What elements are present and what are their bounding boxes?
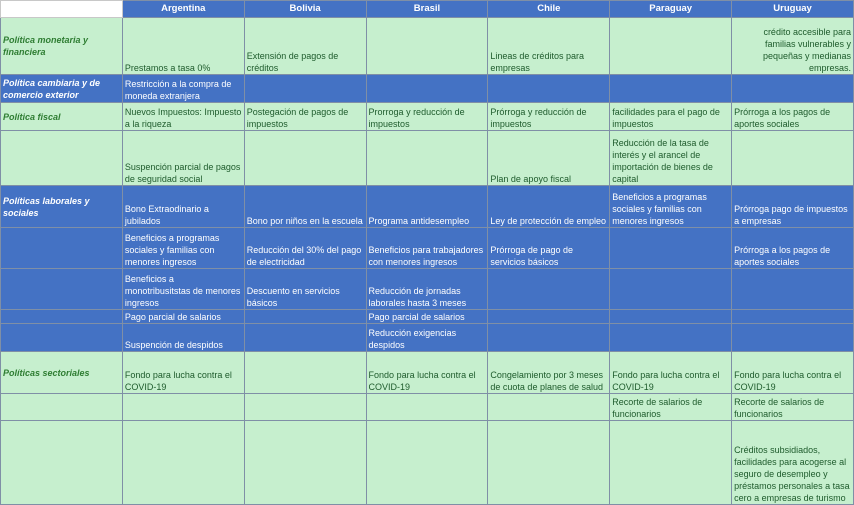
cell — [488, 75, 610, 103]
cell — [732, 131, 854, 186]
cell: Postegación de pagos de impuestos — [244, 103, 366, 131]
cell — [122, 421, 244, 505]
cell — [488, 421, 610, 505]
cell — [488, 324, 610, 352]
cell: Beneficios a monotribusitstas de menores ingresos — [122, 269, 244, 310]
cell — [732, 75, 854, 103]
category-empty — [1, 131, 123, 186]
table-row — [1, 131, 854, 186]
header-brasil: Brasil — [366, 1, 488, 18]
cell: Prórroga y reducción de impuestos — [488, 103, 610, 131]
category-empty — [1, 421, 123, 505]
cell — [122, 394, 244, 421]
cell: Recorte de salarios de funcionarios — [732, 394, 854, 421]
cell: Restricción a la compra de moneda extranjera — [122, 75, 244, 103]
cell — [610, 269, 732, 310]
table-row — [1, 394, 854, 421]
cell: Reducción exigencias despidos — [366, 324, 488, 352]
table-row — [1, 352, 854, 394]
cell — [488, 269, 610, 310]
cell: Prorroga y reducción de impuestos — [366, 103, 488, 131]
cell — [488, 394, 610, 421]
cell — [244, 421, 366, 505]
cell: Reducción de jornadas laborales hasta 3 meses — [366, 269, 488, 310]
cell: Recorte de salarios de funcionarios — [610, 394, 732, 421]
table-row — [1, 324, 854, 352]
cell: Fondo para lucha contra el COVID-19 — [366, 352, 488, 394]
table-row — [1, 228, 854, 269]
category-monetaria: Política monetaria y financiera — [1, 18, 123, 75]
cell: Bono por niños en la escuela — [244, 186, 366, 228]
cell — [488, 310, 610, 324]
cell — [244, 352, 366, 394]
cell — [610, 75, 732, 103]
header-paraguay: Paraguay — [610, 1, 732, 18]
cell: facilidades para el pago de impuestos — [610, 103, 732, 131]
cell: Bono Extraodinario a jubilados — [122, 186, 244, 228]
cell: Nuevos Impuestos: Impuesto a la riqueza — [122, 103, 244, 131]
table-row — [1, 103, 854, 131]
cell: Fondo para lucha contra el COVID-19 — [610, 352, 732, 394]
cell — [366, 131, 488, 186]
cell: Prórroga de pago de servicios básicos — [488, 228, 610, 269]
cell — [610, 310, 732, 324]
cell — [244, 131, 366, 186]
category-fiscal: Política fiscal — [1, 103, 123, 131]
header-row — [1, 1, 854, 18]
table-row — [1, 269, 854, 310]
cell: Suspención de despidos — [122, 324, 244, 352]
corner-cell — [1, 1, 123, 18]
cell: Beneficios a programas sociales y familias con menores ingresos — [122, 228, 244, 269]
cell: Beneficios a programas sociales y familias con menores ingresos — [610, 186, 732, 228]
header-chile: Chile — [488, 1, 610, 18]
category-empty — [1, 228, 123, 269]
cell — [366, 394, 488, 421]
cell: Ley de protección de empleo — [488, 186, 610, 228]
cell — [610, 18, 732, 75]
cell: Extensión de pagos de créditos — [244, 18, 366, 75]
category-empty — [1, 310, 123, 324]
cell: Suspención parcial de pagos de seguridad social — [122, 131, 244, 186]
category-cambiaria: Política cambiaria y de comercio exterior — [1, 75, 123, 103]
category-empty — [1, 324, 123, 352]
cell — [366, 421, 488, 505]
cell: Créditos subsidiados, facilidades para acogerse al seguro de desempleo y préstamos personales a tasa cero a empresas de turismo — [732, 421, 854, 505]
header-uruguay: Uruguay — [732, 1, 854, 18]
cell: Prestamos a tasa 0% — [122, 18, 244, 75]
table-row — [1, 310, 854, 324]
category-empty — [1, 269, 123, 310]
cell — [244, 75, 366, 103]
cell — [244, 394, 366, 421]
cell: Prórroga a los pagos de aportes sociales — [732, 103, 854, 131]
cell: Programa antidesempleo — [366, 186, 488, 228]
cell: Pago parcial de salarios — [366, 310, 488, 324]
table-row — [1, 75, 854, 103]
cell — [732, 269, 854, 310]
cell: Reducción del 30% del pago de electricidad — [244, 228, 366, 269]
table-row — [1, 186, 854, 228]
cell: Descuento en servicios básicos — [244, 269, 366, 310]
header-argentina: Argentina — [122, 1, 244, 18]
cell: Beneficios para trabajadores con menores ingresos — [366, 228, 488, 269]
cell — [732, 324, 854, 352]
cell: Fondo para lucha contra el COVID-19 — [122, 352, 244, 394]
cell — [244, 310, 366, 324]
cell: Congelamiento por 3 meses de cuota de planes de salud — [488, 352, 610, 394]
cell: Prórroga pago de impuestos a empresas — [732, 186, 854, 228]
category-empty — [1, 394, 123, 421]
category-laborales: Políticas laborales y sociales — [1, 186, 123, 228]
header-bolivia: Bolivia — [244, 1, 366, 18]
cell: Fondo para lucha contra el COVID-19 — [732, 352, 854, 394]
cell: crédito accesible para familias vulnerables y pequeñas y medianas empresas. — [732, 18, 854, 75]
table-row — [1, 18, 854, 75]
table-row — [1, 421, 854, 505]
cell — [610, 228, 732, 269]
cell — [610, 324, 732, 352]
cell — [366, 18, 488, 75]
cell — [366, 75, 488, 103]
cell — [244, 324, 366, 352]
cell: Prórroga a los pagos de aportes sociales — [732, 228, 854, 269]
cell: Pago parcial de salarios — [122, 310, 244, 324]
category-sectoriales: Políticas sectoriales — [1, 352, 123, 394]
cell — [610, 421, 732, 505]
cell — [732, 310, 854, 324]
cell: Reducción de la tasa de interés y el arancel de importación de bienes de capital — [610, 131, 732, 186]
cell: Lineas de créditos para empresas — [488, 18, 610, 75]
cell: Plan de apoyo fiscal — [488, 131, 610, 186]
